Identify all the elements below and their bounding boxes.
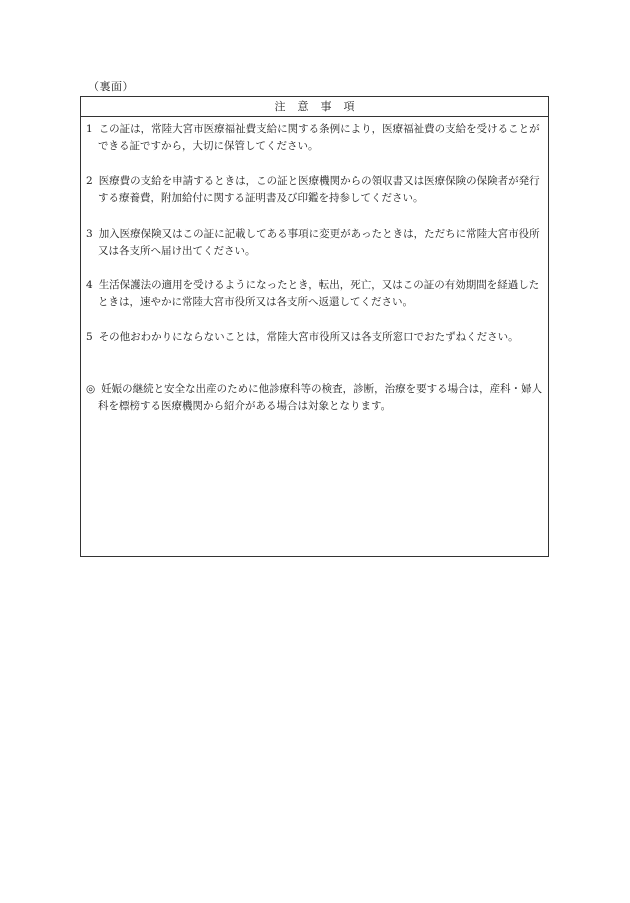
notice-item-marker: 1 [86,123,93,135]
notice-item-text: 妊娠の継続と安全な出産のために他診療科等の検査，診断，治療を要する場合は，産科・婦人科を標榜する医療機関から紹介がある場合は対象となります。 [98,383,543,412]
notice-item-marker: 5 [86,331,93,343]
page-side-label: （裏面） [88,80,134,93]
notice-item-marker: 2 [86,175,93,187]
notice-item-marker: 3 [86,228,93,240]
notice-item-3 [86,226,546,260]
notice-item-text: 加入医療保険又はこの証に記載してある事項に変更があったときは，ただちに常陸大宮市役所又は各支所へ届け出てください。 [98,228,540,257]
notice-item-4 [86,277,546,311]
notice-item-text: この証は，常陸大宮市医療福祉費支給に関する条例により，医療福祉費の支給を受けることができる証ですから，大切に保管してください。 [98,123,540,152]
notice-item-5 [86,329,546,346]
notice-item-marker: 4 [86,279,93,291]
notice-box [80,96,549,557]
notice-item-text: 生活保護法の適用を受けるようになったとき，転出，死亡，又はこの証の有効期間を経過したときは，速やかに常陸大宮市役所又は各支所へ返還してください。 [98,279,540,308]
notice-item-note [86,381,546,415]
notice-item-marker: ◎ [86,383,96,395]
notice-title: 注意事項 [81,97,548,117]
notice-item-2 [86,173,546,207]
notice-item-text: その他おわかりにならないことは，常陸大宮市役所又は各支所窓口でおたずねください。 [98,331,519,343]
notice-item-text: 医療費の支給を申請するときは，この証と医療機関からの領収書又は医療保険の保険者が発行する療養費，附加給付に関する証明書及び印鑑を持参してください。 [98,175,540,204]
notice-item-1 [86,121,546,155]
